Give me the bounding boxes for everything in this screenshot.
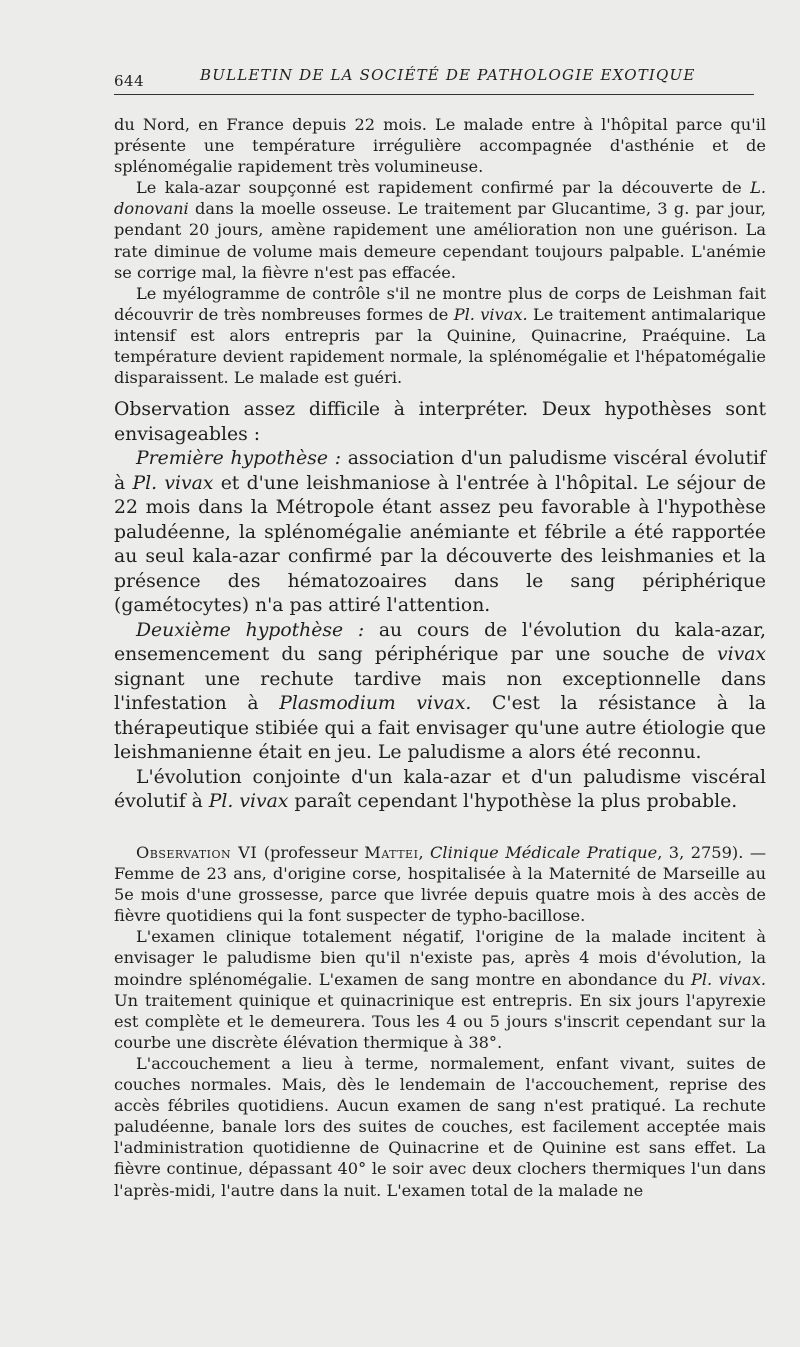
author-name: Mattei — [364, 843, 419, 862]
paragraph: Observation assez difficile à interpréter. Deux hypothèses sont envisageables : — [114, 399, 766, 445]
hypothesis-heading: Deuxième hypothèse : — [136, 619, 365, 641]
species-name: Pl. vivax. — [690, 969, 766, 989]
species-name: vivax — [716, 644, 766, 665]
species-name: Pl. vivax — [132, 472, 214, 494]
paragraph: Le kala-azar soupçonné est rapidement confirmé par la découverte de L. donovani dans la moelle osseuse. Le traitement par Glucantime, 3 g. par jour, pendant 20 jours, amène rapidement une amélioration non une guérison. La rate diminue de volume mais demeure cependant toujours palpable. L'anémie se corrige mal, la fièvre n'est pas effacée. — [114, 178, 766, 282]
paragraph: L'évolution conjointe d'un kala-azar et d'un paludisme viscéral évolutif à Pl. vivax paraît cependant l'hypothèse la plus probable. — [114, 766, 766, 812]
paragraph: Deuxième hypothèse : au cours de l'évolution du kala-azar, ensemencement du sang périphérique par une souche de vivax signant une rechute tardive mais non exceptionnelle dans l'infestation à Plasmodium vivax. C'est la résistance à la thérapeutique stibiée qui a fait envisager qu'une autre étiologie que leishmanienne était en jeu. Le paludisme a alors été reconnu. — [114, 619, 766, 763]
page-number: 644 — [114, 72, 145, 90]
species-name: Plasmodium vivax. — [279, 693, 472, 714]
observation-label: Observation VI — [136, 843, 258, 862]
paragraph: L'accouchement a lieu à terme, normalement, enfant vivant, suites de couches normales. Mais, dès le lendemain de l'accouchement, reprise des accès fébriles quotidiens. Aucun examen de sang n'est pratiqué. La rechute paludéenne, banale lors des suites de couches, est facilement acceptée mais l'administration quotidienne de Quinacrine et de Quinine est sans effet. La fièvre continue, dépassant 40° le soir avec deux clochers thermiques l'un dans l'après-midi, l'autre dans la nuit. L'examen total de la malade ne — [114, 1053, 766, 1200]
page-header — [114, 62, 754, 92]
paragraph: Le myélogramme de contrôle s'il ne montre plus de corps de Leishman fait découvrir de très nombreuses formes de Pl. vivax. Le traitement antimalarique intensif est alors entrepris par la Quinine, Quinacrine, Praéquine. La température devient rapidement normale, la splénomégalie et l'hépatomégalie disparaissent. Le malade est guéri. — [114, 283, 766, 388]
running-title: BULLETIN DE LA SOCIÉTÉ DE PATHOLOGIE EXOTIQUE — [200, 66, 696, 84]
observation-vi-section — [114, 842, 766, 1201]
paragraph: L'examen clinique totalement négatif, l'origine de la malade incitent à envisager le paludisme bien qu'il n'existe pas, après 4 mois d'évolution, la moindre splénomégalie. L'examen de sang montre en abondance du Pl. vivax. Un traitement quinique et quinacrinique est entrepris. En six jours l'apyrexie est complète et le demeurera. Tous les 4 ou 5 jours s'inscrit cependant sur la courbe une discrète élévation thermique à 38°. — [114, 927, 766, 1052]
source-title: Clinique Médicale Pratique — [430, 843, 658, 862]
paragraph: Observation VI (professeur Mattei, Clinique Médicale Pratique, 3, 2759). — Femme de 23 ans, d'origine corse, hospitalisée à la Maternité de Marseille au 5e mois d'une grossesse, parce que livrée depuis quatre mois à des accès de fièvre quotidiens qui la font suspecter de typho-bacillose. — [114, 843, 767, 926]
discussion-section — [114, 398, 766, 815]
hypothesis-heading: Première hypothèse : — [136, 448, 342, 469]
species-name: Pl. vivax. — [453, 304, 528, 324]
header-rule — [114, 94, 754, 95]
case-end-section — [114, 114, 766, 388]
paragraph: du Nord, en France depuis 22 mois. Le malade entre à l'hôpital parce qu'il présente une température irrégulière accompagnée d'asthénie et de splénomégalie rapidement très volumineuse. — [114, 115, 766, 177]
paragraph: Première hypothèse : association d'un paludisme viscéral évolutif à Pl. vivax et d'une leishmaniose à l'entrée à l'hôpital. Le séjour de 22 mois dans la Métropole étant assez peu favorable à l'hypothèse paludéenne, la splénomégalie anémiante et fébrile a été rapportée au seul kala-azar confirmé par la découverte des leishmanies et la présence des hématozoaires dans le sang périphérique (gamétocytes) n'a pas attiré l'attention. — [114, 448, 766, 616]
species-name: L. donovani — [114, 178, 766, 219]
species-name: Pl. vivax — [208, 791, 289, 812]
